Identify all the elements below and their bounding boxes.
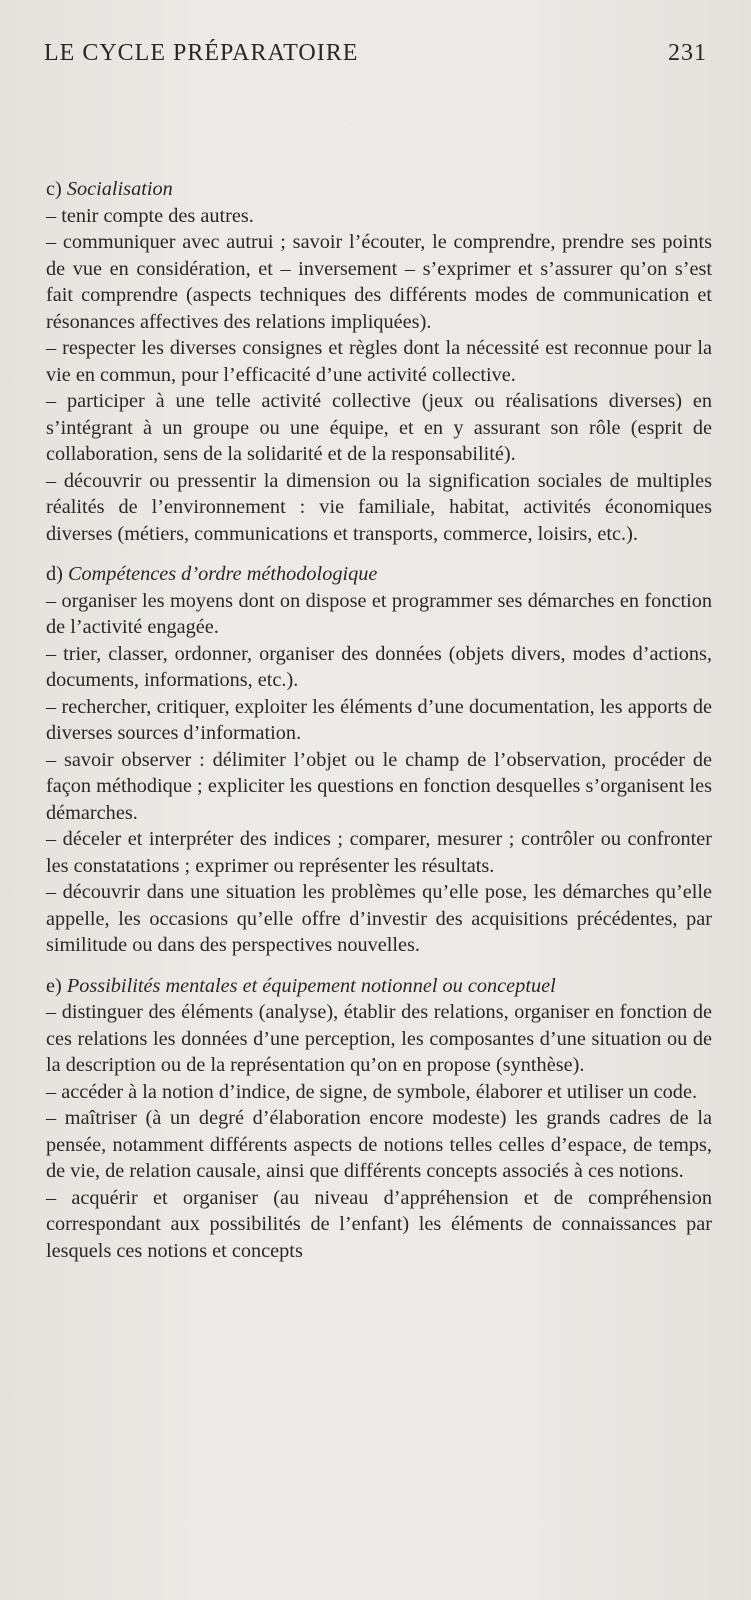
list-item: – distinguer des éléments (analyse), établir des relations, organiser en fonction de ces relations les données d’une perception, les composantes d’une situation ou de la description ou de la représentation qu’on en propose (synthèse). — [46, 1001, 712, 1076]
section-letter: d) — [46, 563, 63, 585]
list-item: – maîtriser (à un degré d’élaboration encore modeste) les grands cadres de la pensée, notamment différents aspects de notions telles celles d’espace, de temps, de vie, de relation causale, ainsi que différents concepts associés à ces notions. — [46, 1107, 712, 1182]
list-item: – organiser les moyens dont on dispose et programmer ses démarches en fonction de l’activité engagée. — [46, 589, 712, 638]
list-item: – participer à une telle activité collective (jeux ou réalisations diverses) en s’intégrant à un groupe ou une équipe, et en y assurant son rôle (esprit de collaboration, sens de la solidarité et de la responsabilité). — [46, 390, 712, 465]
section-title: Possibilités mentales et équipement notionnel ou conceptuel — [66, 974, 556, 997]
list-item: – communiquer avec autrui ; savoir l’écouter, le comprendre, prendre ses points de vue en considération, et – inversement – s’exprimer et s’assurer qu’on s’est fait comprendre (aspects techniques des différents modes de communication et résonances affectives des relations impliquées). — [46, 231, 712, 333]
section-heading — [46, 561, 712, 588]
list-item: – acquérir et organiser (au niveau d’appréhension et de compréhension correspondant aux possibilités de l’enfant) les éléments de connaissances par lesquels ces notions et concepts — [46, 1186, 712, 1262]
page-body — [46, 176, 712, 1264]
list-item: – rechercher, critiquer, exploiter les éléments d’une documentation, les apports de diverses sources d’information. — [46, 695, 712, 744]
list-item: – accéder à la notion d’indice, de signe, de symbole, élaborer et utiliser un code. — [46, 1080, 698, 1103]
list-item: – découvrir dans une situation les problèmes qu’elle pose, les démarches qu’elle appelle, les occasions qu’elle offre d’investir des acquisitions précédentes, par similitude ou dans des perspectives nouvelles. — [46, 881, 712, 956]
list-item: – trier, classer, ordonner, organiser des données (objets divers, modes d’actions, documents, informations, etc.). — [46, 642, 712, 691]
section-letter: e) — [46, 974, 62, 997]
running-title: LE CYCLE PRÉPARATOIRE — [44, 40, 359, 66]
section-title: Socialisation — [66, 178, 173, 200]
list-item: – respecter les diverses consignes et règles dont la nécessité est reconnue pour la vie en commun, pour l’efficacité d’une activité collective. — [46, 337, 712, 386]
section-e — [46, 973, 712, 1265]
section-title: Compétences d’ordre méthodologique — [67, 563, 378, 585]
page-number: 231 — [668, 40, 707, 66]
list-item: – déceler et interpréter des indices ; comparer, mesurer ; contrôler ou confronter les constatations ; exprimer ou représenter les résultats. — [46, 828, 712, 877]
list-item: – tenir compte des autres. — [46, 204, 254, 227]
section-d — [46, 561, 712, 959]
section-letter: c) — [46, 178, 62, 200]
running-header — [44, 40, 707, 67]
section-heading — [46, 973, 712, 1000]
section-c — [46, 176, 712, 547]
list-item: – savoir observer : délimiter l’objet ou le champ de l’observation, procéder de façon méthodique ; expliciter les questions en fonction desquelles s’organisent les démarches. — [46, 748, 712, 824]
section-heading — [46, 176, 712, 203]
list-item: – découvrir ou pressentir la dimension ou la signification sociales de multiples réalités de l’environnement : vie familiale, habitat, activités économiques diverses (métiers, communications et transports, commerce, loisirs, etc.). — [46, 469, 712, 545]
